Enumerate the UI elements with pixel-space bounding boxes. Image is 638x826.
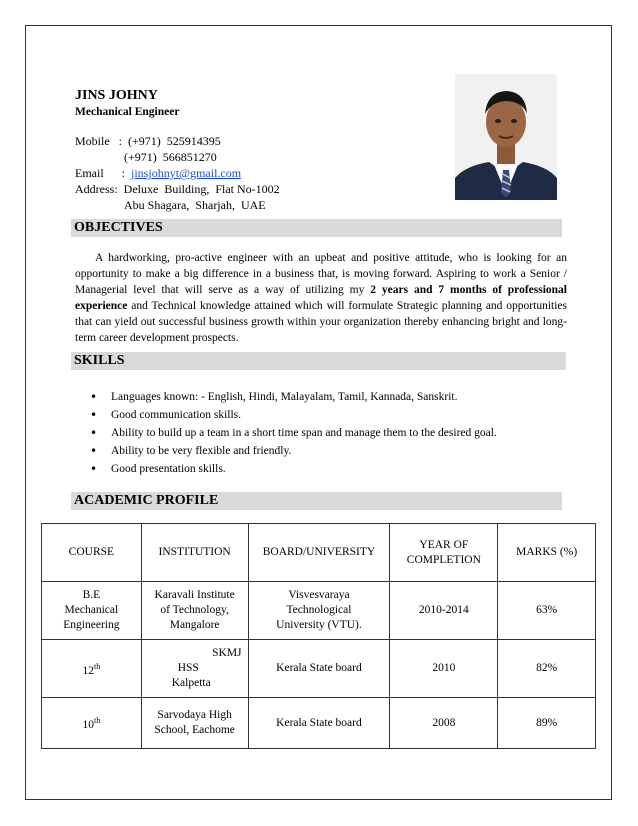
- cell-line: of Technology,: [160, 604, 229, 616]
- address-line-2: Abu Shagara, Sharjah, UAE: [124, 198, 266, 212]
- cell-year: 2008: [390, 698, 498, 749]
- skill-item: • Good communication skills.: [90, 406, 497, 424]
- objectives-text-2: and Technical knowledge attained which will formulate Strategic planning and opportunities that can yield out successful business growth within your organization thereby enhancing bright and long-term career development prospects.: [75, 300, 567, 344]
- skills-heading: SKILLS: [71, 352, 566, 370]
- cell-marks: 63%: [498, 582, 596, 640]
- cell-line: SKMJ: [212, 647, 242, 659]
- mobile-label: Mobile: [75, 134, 110, 148]
- cell-line: Visvesvaraya: [288, 589, 350, 601]
- skill-item: • Ability to be very flexible and friendly.: [90, 442, 497, 460]
- cell-line: HSS: [177, 662, 199, 674]
- mobile-number-1: (+971) 525914395: [128, 134, 221, 148]
- col-header-marks: MARKS (%): [498, 524, 596, 582]
- cell-marks: 82%: [498, 640, 596, 698]
- objectives-heading: OBJECTIVES: [71, 219, 562, 237]
- cell-course: [42, 640, 142, 698]
- cell-course-number: 12: [82, 664, 94, 677]
- mobile-number-2: (+971) 566851270: [124, 150, 217, 164]
- cell-institution: [141, 582, 248, 640]
- table-header-row: [42, 524, 596, 582]
- cell-year: 2010-2014: [390, 582, 498, 640]
- table-row: [42, 698, 596, 749]
- cell-line: University (VTU).: [276, 619, 362, 631]
- objectives-paragraph: [75, 250, 567, 346]
- email-line: Email : jinsjohnyt@gmail.com: [75, 166, 242, 180]
- cell-institution: [141, 640, 248, 698]
- candidate-name: JINS JOHNY: [75, 88, 158, 103]
- cell-line: Karavali Institute: [154, 589, 235, 601]
- col-header-institution: INSTITUTION: [141, 524, 248, 582]
- cell-line: B.E: [82, 589, 101, 601]
- cell-line: School, Eachome: [154, 724, 235, 736]
- cell-course-number: 10: [82, 718, 94, 731]
- cell-line: Kalpetta: [171, 677, 211, 689]
- cell-line: Engineering: [63, 619, 120, 631]
- col-header-board: BOARD/UNIVERSITY: [248, 524, 390, 582]
- email-label: Email: [75, 166, 104, 180]
- mobile-line: Mobile : (+971) 525914395: [75, 134, 221, 148]
- cell-board: Kerala State board: [248, 640, 390, 698]
- cell-board: Kerala State board: [248, 698, 390, 749]
- col-header-year: YEAR OF COMPLETION: [390, 524, 498, 582]
- address-line: [75, 182, 280, 197]
- col-header-course: COURSE: [42, 524, 142, 582]
- table-row: [42, 582, 596, 640]
- address-label: Address:: [75, 182, 118, 196]
- candidate-title: Mechanical Engineer: [75, 106, 180, 118]
- cell-course: [42, 698, 142, 749]
- cell-line: Mangalore: [169, 619, 220, 631]
- cell-year: 2010: [390, 640, 498, 698]
- email-link[interactable]: jinsjohnyt@gmail.com: [131, 166, 242, 180]
- profile-photo-svg: [455, 74, 557, 200]
- cell-marks: 89%: [498, 698, 596, 749]
- skill-item: • Ability to build up a team in a short time span and manage them to the desired goal.: [90, 424, 497, 442]
- cell-line: Mechanical: [64, 604, 119, 616]
- skill-item: • Languages known: - English, Hindi, Malayalam, Tamil, Kannada, Sanskrit.: [90, 388, 497, 406]
- address-line-1: Deluxe Building, Flat No-1002: [123, 182, 280, 196]
- profile-photo: [455, 74, 557, 200]
- objectives-text-1: A hardworking, pro-active engineer with an upbeat and positive attitude, who is looking for an opportunity to make a big difference in a business that, is moving forward. Aspiring to work a Senior / Managerial level that will serve as a way of utilizing my: [75, 252, 567, 296]
- skills-list: [90, 388, 497, 478]
- academic-heading: ACADEMIC PROFILE: [71, 492, 562, 510]
- cell-course: [42, 582, 142, 640]
- table-row: [42, 640, 596, 698]
- cell-institution: [141, 698, 248, 749]
- cell-course-suffix: th: [94, 661, 101, 671]
- cell-board: [248, 582, 390, 640]
- objectives-bold-experience: 2 years and 7 months of professional experience: [75, 284, 567, 312]
- academic-table: [41, 523, 596, 749]
- cell-course-suffix: th: [94, 716, 101, 726]
- skill-item: • Good presentation skills.: [90, 460, 497, 478]
- cell-line: Sarvodaya High: [157, 709, 232, 721]
- cell-line: Technological: [286, 604, 352, 616]
